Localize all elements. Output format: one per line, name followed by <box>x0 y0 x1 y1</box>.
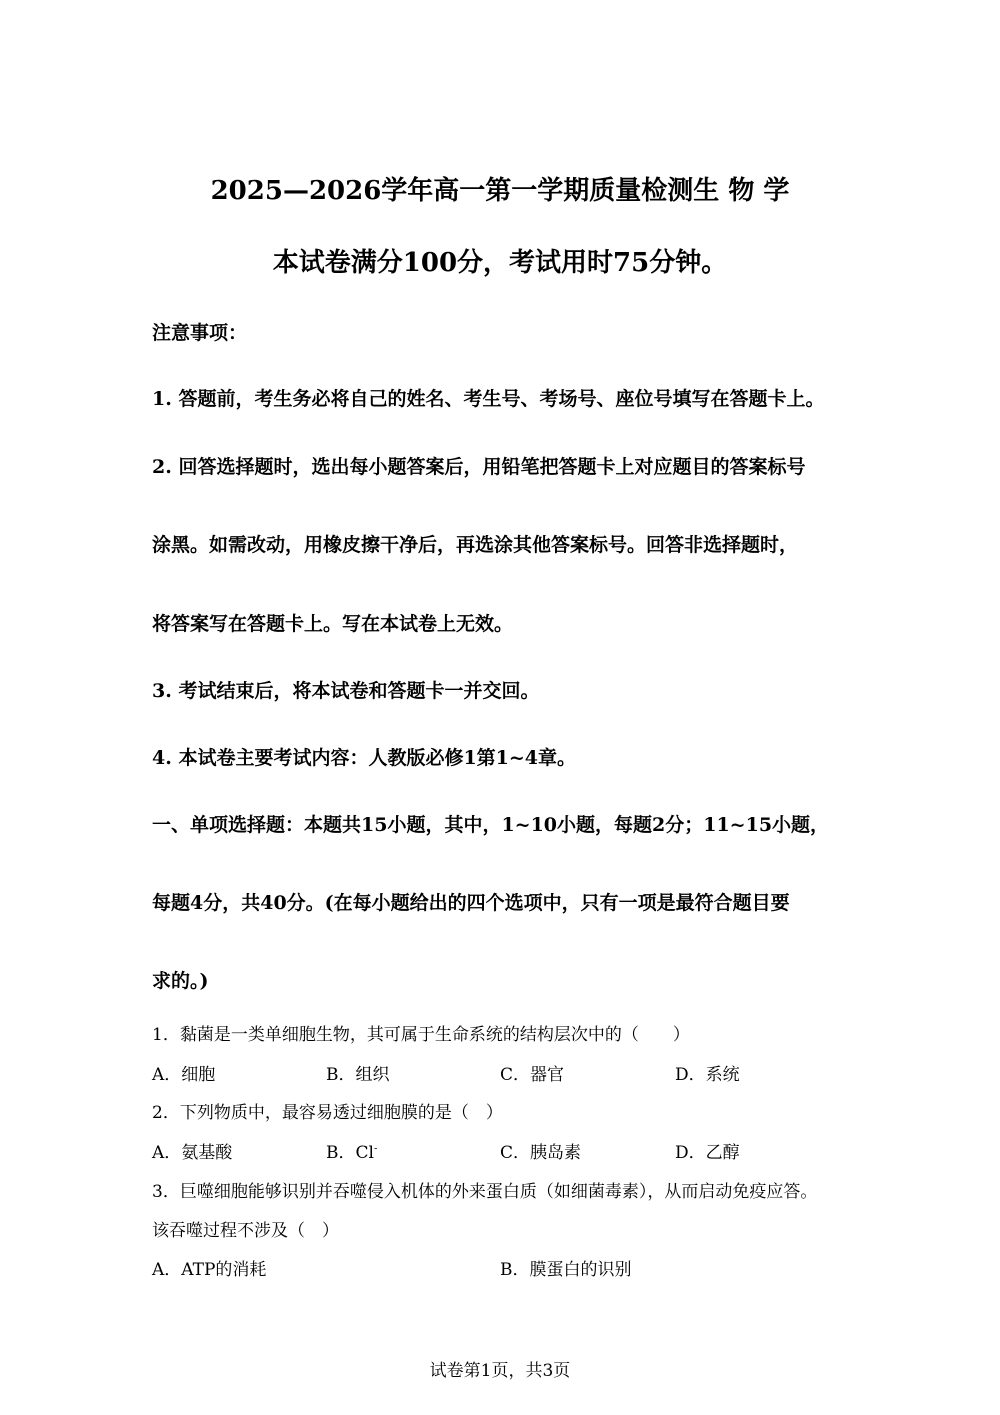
chloride-charge: - <box>373 1143 378 1155</box>
question-2-stem: 2．下列物质中，最容易透过细胞膜的是（ ） <box>152 1103 503 1123</box>
question-3-stem-line: 3．巨噬细胞能够识别并吞噬侵入机体的外来蛋白质（如细菌毒素），从而启动免疫应答。 <box>152 1182 818 1202</box>
note-line: 2. 回答选择题时，选出每小题答案后，用铅笔把答题卡上对应题目的答案标号 <box>152 456 806 478</box>
question-1-option-d: D．系统 <box>675 1065 740 1085</box>
note-line: 1. 答题前，考生务必将自己的姓名、考生号、考场号、座位号填写在答题卡上。 <box>152 388 825 410</box>
question-3-option-b: B．膜蛋白的识别 <box>500 1260 632 1280</box>
section-heading-line: 每题4分，共40分。(在每小题给出的四个选项中，只有一项是最符合题目要 <box>152 892 790 914</box>
note-line: 将答案写在答题卡上。写在本试卷上无效。 <box>152 613 514 635</box>
section-heading-line: 一、单项选择题：本题共15小题，其中，1~10小题，每题2分；11~15小题， <box>152 814 830 836</box>
note-line: 4. 本试卷主要考试内容：人教版必修1第1~4章。 <box>152 747 577 769</box>
question-2-option-b <box>326 1138 377 1163</box>
page-footer: 试卷第1页，共3页 <box>429 1361 571 1381</box>
question-1-option-a: A．细胞 <box>152 1065 216 1085</box>
question-1-stem: 1．黏菌是一类单细胞生物，其可属于生命系统的结构层次中的（ ） <box>152 1025 690 1045</box>
question-3-stem-line: 该吞噬过程不涉及（ ） <box>152 1221 339 1241</box>
question-1-option-b: B．组织 <box>326 1065 390 1085</box>
question-2-option-c: C．胰岛素 <box>500 1143 582 1163</box>
option-b-text: B．Cl <box>326 1143 374 1163</box>
question-2-option-d: D．乙醇 <box>675 1143 740 1163</box>
question-2-option-a: A．氨基酸 <box>152 1143 233 1163</box>
question-3-option-a: A．ATP的消耗 <box>152 1260 267 1280</box>
question-1-option-c: C．器官 <box>500 1065 565 1085</box>
note-line: 涂黑。如需改动，用橡皮擦干净后，再选涂其他答案标号。回答非选择题时， <box>152 534 799 556</box>
exam-subtitle: 本试卷满分100分，考试用时75分钟。 <box>272 248 728 278</box>
section-heading-line: 求的。) <box>152 970 209 992</box>
note-line: 3. 考试结束后，将本试卷和答题卡一并交回。 <box>152 680 540 702</box>
exam-title: 2025—2026学年高一第一学期质量检测生 物 学 <box>210 176 790 206</box>
notes-heading: 注意事项： <box>152 322 248 344</box>
